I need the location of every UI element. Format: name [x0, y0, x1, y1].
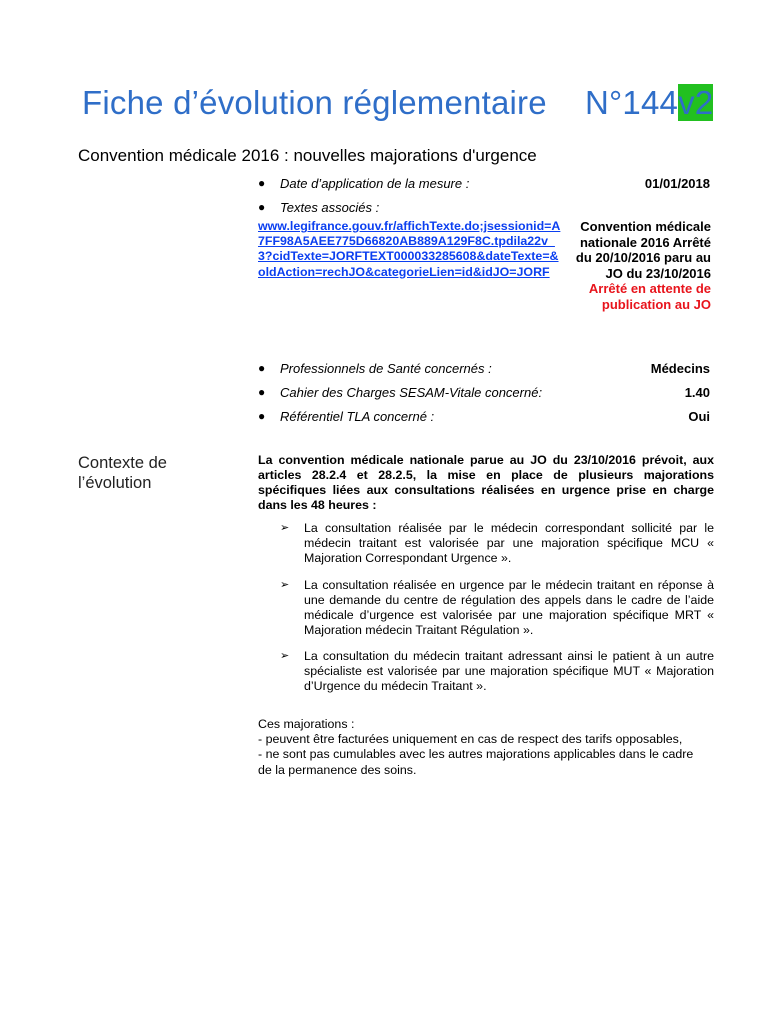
list-item-text: La consultation du médecin traitant adressant ainsi le patient à un autre spécialiste est valorisée par une majoration spécifique MUT « Majoration d’Urgence du médecin Traitant ». [304, 649, 714, 693]
tla-label: Référentiel TLA concerné : [280, 409, 435, 424]
list-item-text: La consultation réalisée en urgence par le médecin traitant en réponse à une demande du centre de régulation des appels dans le cadre de l’aide médicale d’urgence est valorisée par une majoration spécifique MRT « Majoration médecin Traitant Régulation ». [304, 578, 714, 637]
context-heading: Contexte de l’évolution [78, 454, 167, 492]
note-line: - ne sont pas cumulables avec les autres majorations applicables dans le cadre [258, 747, 694, 762]
pros-label: Professionnels de Santé concernés : [280, 361, 492, 376]
version-badge: v2 [678, 84, 714, 121]
bullet-icon: ● [258, 200, 266, 214]
textes-label: Textes associés : [280, 200, 380, 215]
date-label: Date d’application de la mesure : [280, 176, 470, 191]
number-prefix: N°144 [585, 84, 679, 121]
title-text: Fiche d’évolution réglementaire [82, 84, 547, 121]
notes-block [258, 717, 718, 778]
arrow-bullet-icon: ➢ [280, 522, 290, 534]
list-item [280, 649, 714, 694]
list-item [280, 578, 714, 638]
legifrance-link[interactable]: www.legifrance.gouv.fr/affichTexte.do;jsessionid=A7FF98A5AEE775D66820AB889A129F8C.tpdila22v_3?cidTexte=JORFTEXT000033285608&dateTexte=&oldAction=rechJO&categorieLien=id&idJO=JORF [258, 219, 561, 279]
arrow-bullet-icon: ➢ [280, 650, 290, 662]
list-item-text: La consultation réalisée par le médecin correspondant sollicité par le médecin traitant est valorisée par une majoration spécifique MCU « Majoration Correspondant Urgence ». [304, 521, 714, 565]
note-line: - peuvent être facturées uniquement en cas de respect des tarifs opposables, [258, 732, 683, 747]
list-item [280, 521, 714, 566]
document-number [585, 84, 713, 122]
cahier-value: 1.40 [684, 385, 710, 400]
textes-associes-value [561, 219, 711, 313]
date-value: 01/01/2018 [644, 176, 710, 191]
pros-value: Médecins [650, 361, 710, 376]
note-line: de la permanence des soins. [258, 762, 417, 777]
bullet-icon: ● [258, 409, 266, 423]
bullet-icon: ● [258, 176, 266, 190]
textes-value-pending: Arrêté en attente de publication au JO [588, 281, 711, 312]
bullet-icon: ● [258, 361, 266, 375]
context-intro: La convention médicale nationale parue au JO du 23/10/2016 prévoit, aux articles 28.2.4 et 28.2.5, la mise en place de plusieurs majorations spécifiques liées aux consultations réalisées en urgence prise en charge dans les 48 heures : [258, 453, 714, 512]
cahier-label: Cahier des Charges SESAM-Vitale concerné: [280, 385, 543, 400]
bullet-icon: ● [258, 385, 266, 399]
document-subtitle: Convention médicale 2016 : nouvelles majorations d'urgence [78, 146, 537, 165]
note-line: Ces majorations : [258, 717, 355, 731]
document-title [82, 84, 714, 122]
tla-value: Oui [688, 409, 710, 424]
textes-value: Convention médicale nationale 2016 Arrêté du 20/10/2016 paru au JO du 23/10/2016 [575, 219, 711, 281]
arrow-bullet-icon: ➢ [280, 579, 290, 591]
